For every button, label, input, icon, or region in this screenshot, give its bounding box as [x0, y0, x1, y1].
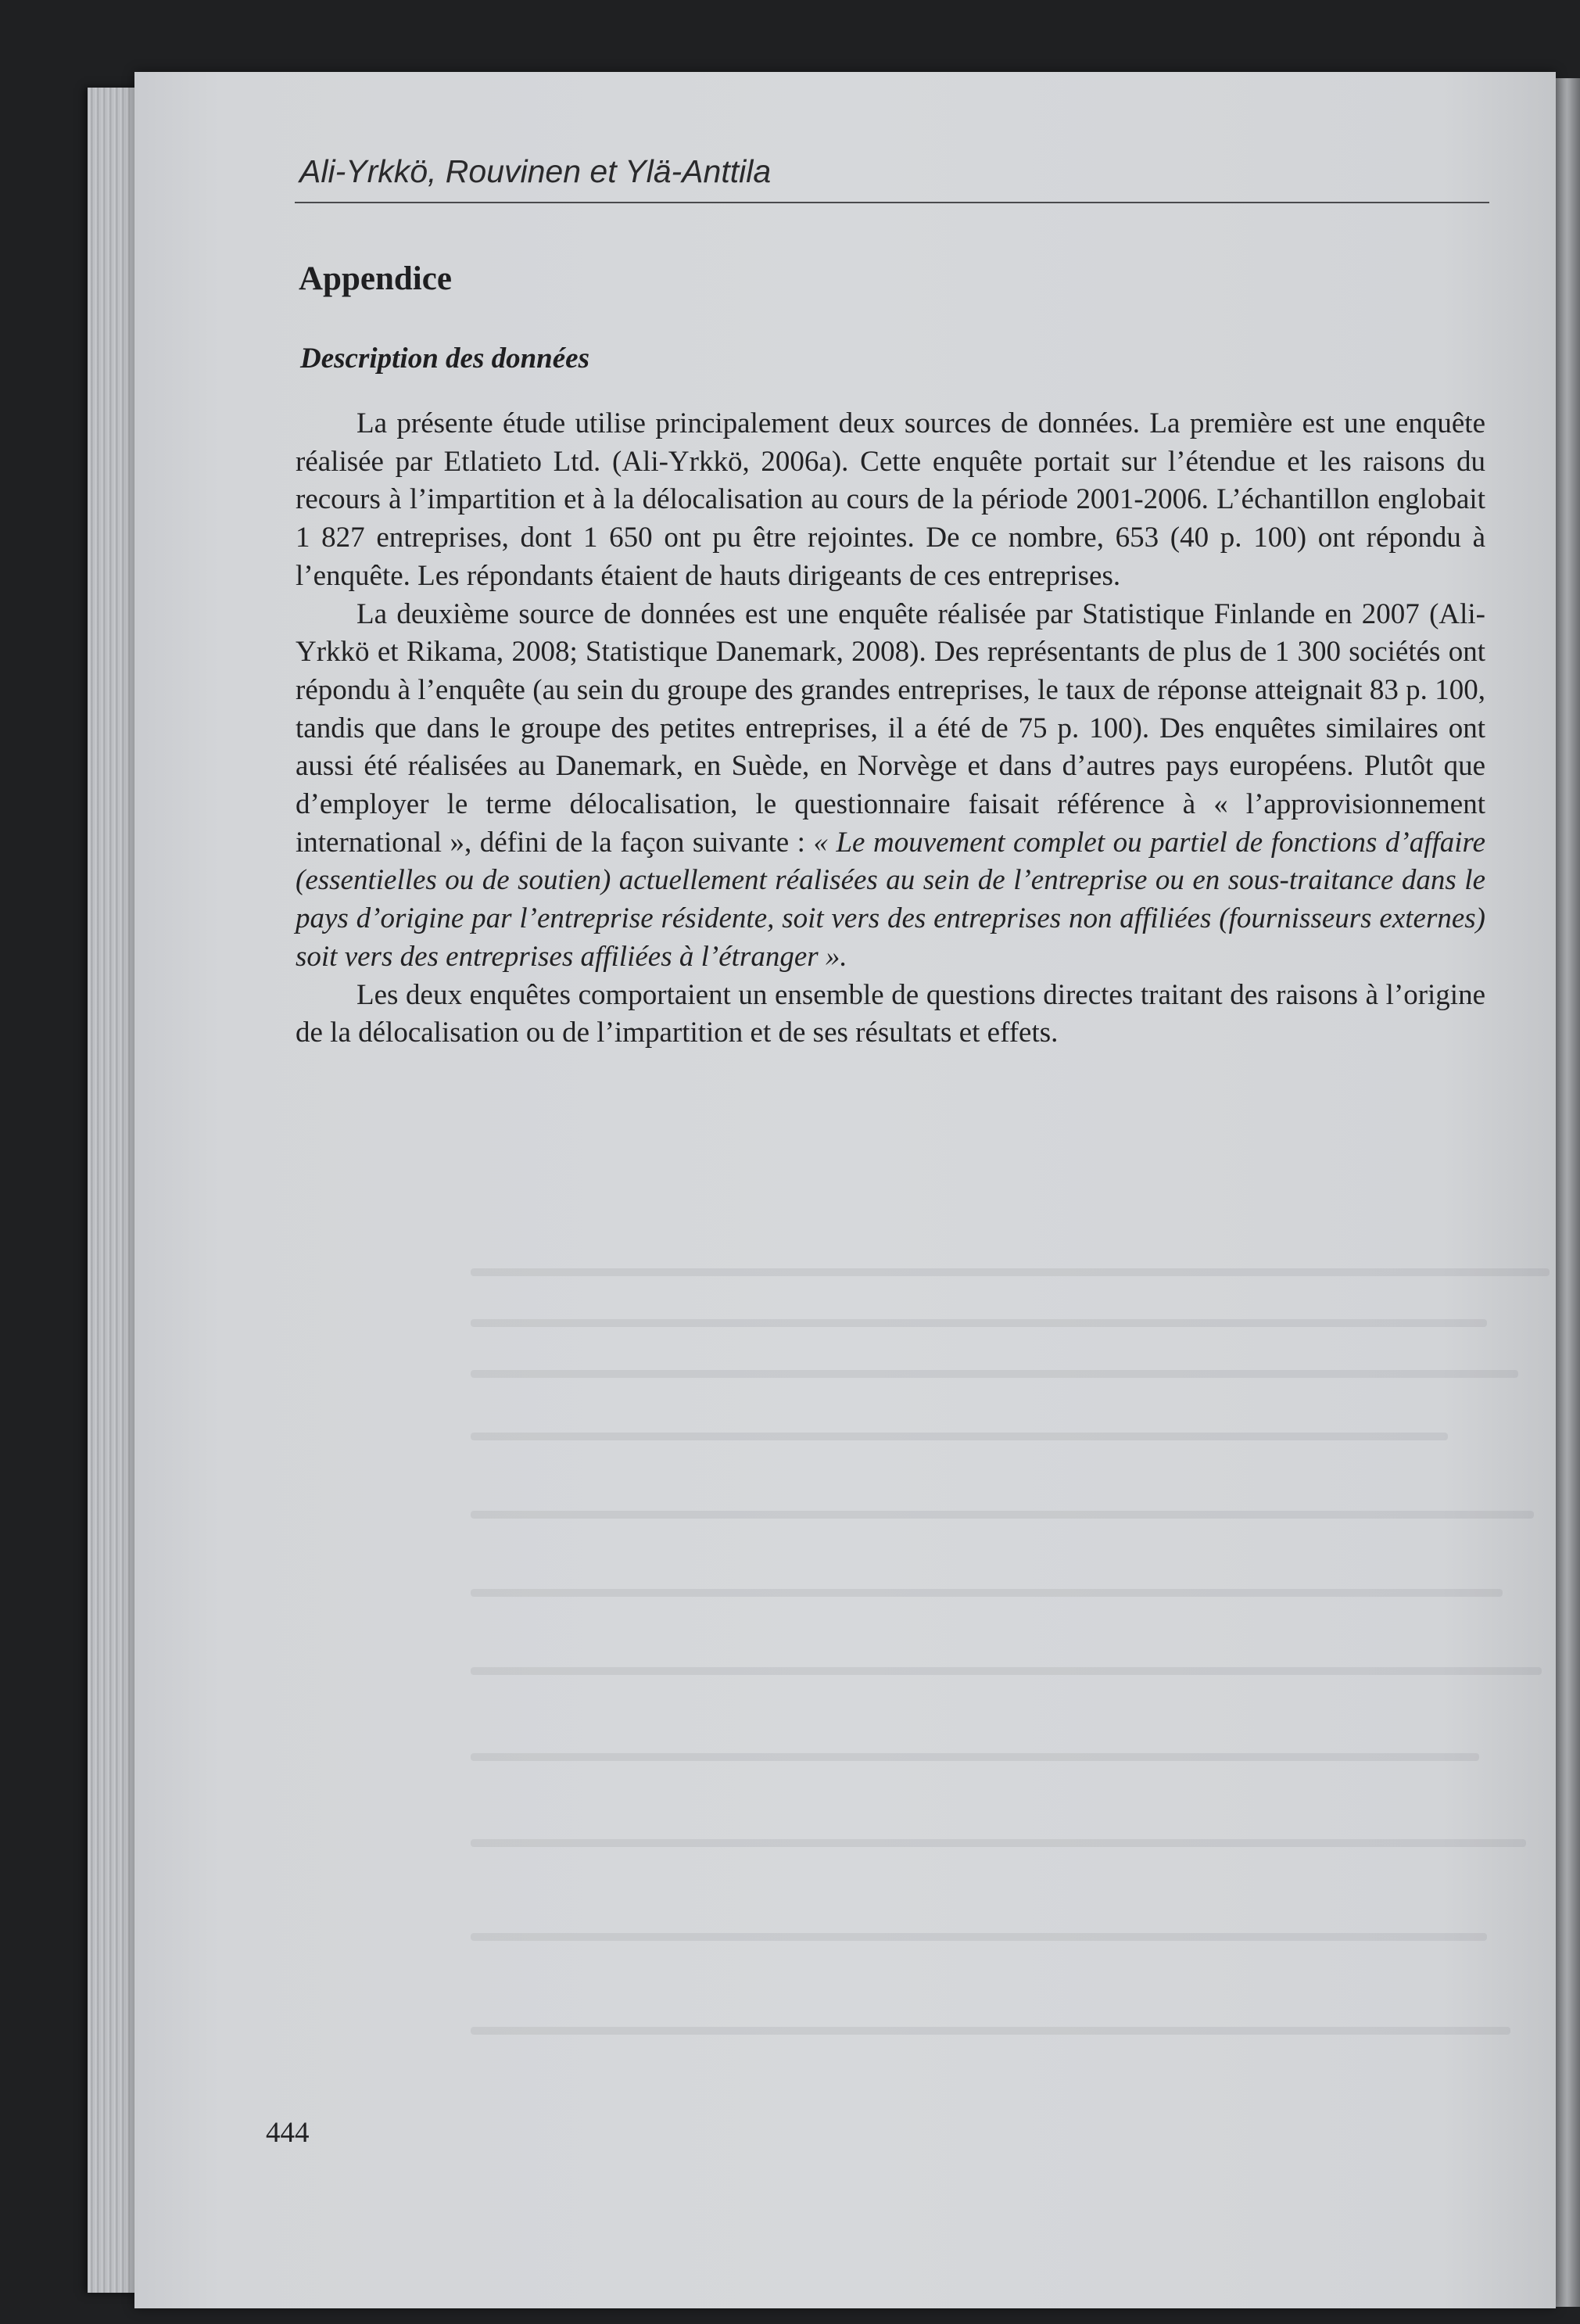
- facing-page-edge: [1554, 78, 1580, 2307]
- bleed-through-line: [471, 1667, 1542, 1675]
- bleed-through-line: [471, 1319, 1487, 1327]
- body-text: [296, 405, 1485, 1053]
- page-number: 444: [266, 2117, 310, 2149]
- running-head: Ali-Yrkkö, Rouvinen et Ylä-Anttila: [299, 153, 772, 189]
- section-title: Appendice: [299, 260, 452, 297]
- paragraph-1: La présente étude utilise principalement deux sources de données. La première est une enquête réalisée par Etlatieto Ltd. (Ali-Yrkkö, 2006a). Cette enquête portait sur l’étendue et les raisons du recours à l’impartition et à la délocalisation au cours de la période 2001-2006. L’échantillon englobait 1 827 entreprises, dont 1 650 ont pu être rejointes. De ce nombre, 653 (40 p. 100) ont répondu à l’enquête. Les répondants étaient de hauts dirigeants de ces entreprises.: [296, 407, 1485, 592]
- bleed-through-line: [471, 1433, 1448, 1440]
- header-rule: [295, 202, 1489, 203]
- bleed-through-line: [471, 1753, 1479, 1761]
- bleed-through-line: [471, 1370, 1518, 1378]
- definition-quote: « Le mouvement complet ou partiel de fonctions d’affaire (essentielles ou de soutien) actuellement réalisées au sein de l’entreprise ou en sous-traitance dans le pays d’origine par l’entreprise résidente, soit vers des entreprises non affiliées (fournisseurs externes) soit vers des entreprises affiliées à l’étranger ».: [296, 826, 1485, 973]
- bleed-through-line: [471, 2027, 1510, 2035]
- bleed-through-line: [471, 1933, 1487, 1941]
- paragraph-2-text: La deuxième source de données est une enquête réalisée par Statistique Finlande en 2007 (Ali-Yrkkö et Rikama, 2008; Statistique Danemark, 2008). Des représentants de plus de 1 300 sociétés ont répondu à l’enquête (au sein du groupe des grandes entreprises, le taux de réponse atteignait 83 p. 100, tandis que dans le groupe des petites entreprises, il a été de 75 p. 100). Des enquêtes similaires ont aussi été réalisées au Danemark, en Suède, en Norvège et dans d’autres pays européens. Plutôt que d’employer le terme délocalisation, le questionnaire faisait référence à « l’approvisionnement international », défini de la façon suivante :: [296, 597, 1485, 859]
- subsection-title: Description des données: [300, 343, 589, 375]
- bleed-through-line: [471, 1268, 1550, 1276]
- paragraph-3: Les deux enquêtes comportaient un ensemble de questions directes traitant des raisons à l’origine de la délocalisation ou de l’impartition et de ses résultats et effets.: [296, 978, 1485, 1049]
- bleed-through-line: [471, 1511, 1534, 1519]
- bleed-through-line: [471, 1589, 1503, 1597]
- paragraph-2: [296, 596, 1485, 977]
- bleed-through-line: [471, 1839, 1526, 1847]
